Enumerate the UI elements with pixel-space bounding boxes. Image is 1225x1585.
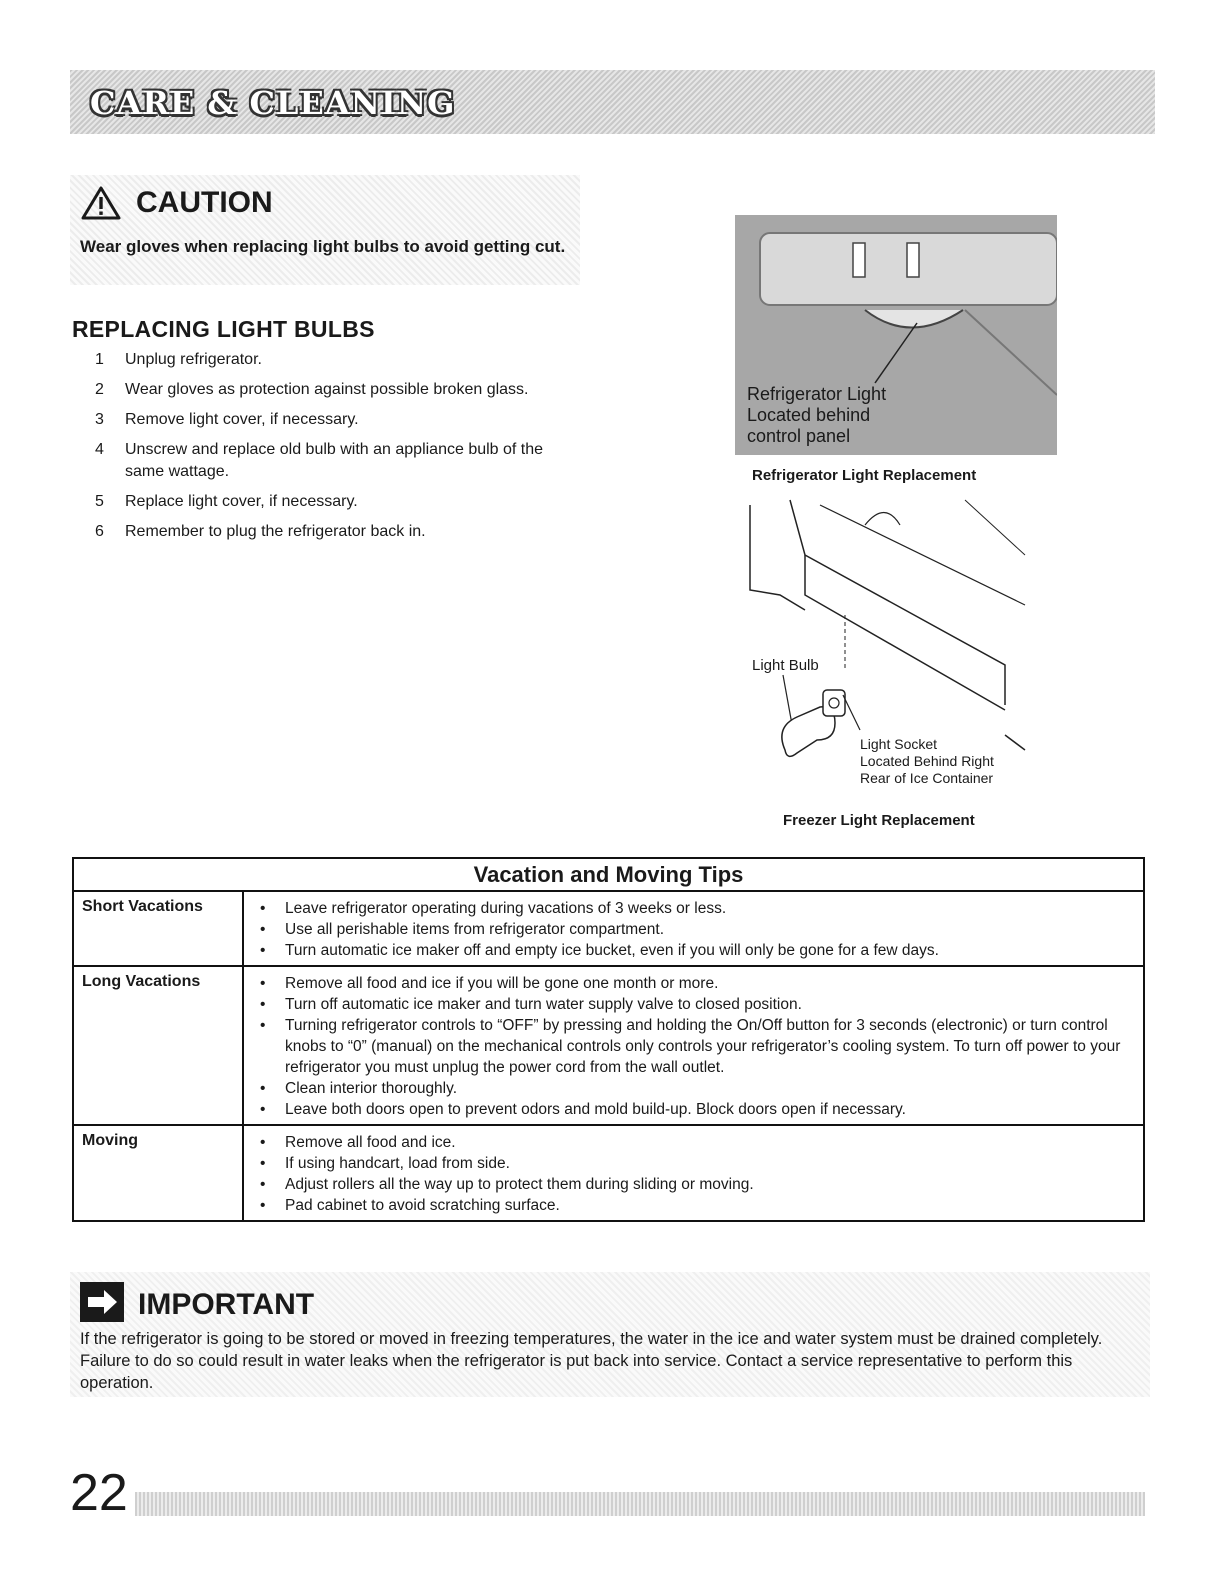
list-item: • Turning refrigerator controls to “OFF” by pressing and holding the On/Off button for 3 seconds (electronic) or turn control knobs to “0” (manual) on the mechanical controls only controls your refrigerator’s cooling system. To turn off power to your refrigerator you must unplug the power cord from the wall outlet. [250,1015,1133,1078]
important-title: IMPORTANT [138,1287,315,1321]
row-items [244,967,1143,1124]
important-heading [80,1282,314,1327]
fridge-callout-line-1: Refrigerator Light [747,384,887,404]
footer-bar [135,1492,1145,1516]
list-item: • Remove all food and ice if you will be gone one month or more. [250,973,1133,994]
step-item: 4 Unscrew and replace old bulb with an appliance bulb of the same wattage. [95,441,544,480]
fridge-callout-line-3: control panel [747,426,851,446]
list-item: • Use all perishable items from refrigerator compartment. [250,919,1133,940]
caution-title: CAUTION [136,186,273,219]
step-item: 5 Replace light cover, if necessary. [95,493,358,510]
page-number: 22 [70,1464,128,1522]
row-label: Short Vacations [74,892,244,965]
replacing-title: REPLACING LIGHT BULBS [72,316,375,342]
tips-table-title: Vacation and Moving Tips [74,859,1143,892]
light-socket-icon [823,690,845,716]
refrigerator-light-figure [735,215,1057,455]
warning-triangle-icon [80,185,122,221]
important-text: If the refrigerator is going to be stored or moved in freezing temperatures, the water in the ice and water system must be drained completely. Failure to do so could result in water leaks when the refrigerator is put back into service. Contact a service representative to perform this operation. [80,1330,1103,1392]
vacation-tips-table [72,857,1145,1222]
freezer-light-caption: Freezer Light Replacement [783,812,975,829]
list-item: • Adjust rollers all the way up to protect them during sliding or moving. [250,1174,1133,1195]
list-item: • Pad cabinet to avoid scratching surface. [250,1195,1133,1216]
row-items [244,892,1143,965]
light-socket-line-3: Rear of Ice Container [860,770,994,786]
row-label: Long Vacations [74,967,244,1124]
light-bulb-label: Light Bulb [752,657,819,674]
list-item: • Turn automatic ice maker off and empty ice bucket, even if you will only be gone for a few days. [250,940,1133,961]
row-items [244,1126,1143,1220]
row-label: Moving [74,1126,244,1220]
step-item: 6 Remember to plug the refrigerator back in. [95,523,426,540]
freezer-light-figure [735,495,1040,800]
refrigerator-light-caption: Refrigerator Light Replacement [752,467,977,484]
arrow-right-icon [80,1282,124,1327]
caution-text: Wear gloves when replacing light bulbs to avoid getting cut. [80,237,566,256]
freezer-illustration [735,495,1040,800]
step-item: 3 Remove light cover, if necessary. [95,411,359,428]
list-item: • Remove all food and ice. [250,1132,1133,1153]
list-item: • Leave refrigerator operating during vacations of 3 weeks or less. [250,898,1133,919]
important-box [70,1272,1150,1397]
step-item: 2 Wear gloves as protection against possible broken glass. [95,381,529,398]
step-item: 1 Unplug refrigerator. [95,351,262,368]
light-socket-line-2: Located Behind Right [860,753,994,769]
list-item: • Turn off automatic ice maker and turn water supply valve to closed position. [250,994,1133,1015]
caution-heading [80,185,273,221]
list-item: • If using handcart, load from side. [250,1153,1133,1174]
table-row [74,1126,1143,1220]
list-item: • Clean interior thoroughly. [250,1078,1133,1099]
caution-box [70,175,580,285]
fridge-callout-line-2: Located behind [747,405,871,425]
list-item: • Leave both doors open to prevent odors and mold build-up. Block doors open if necessary. [250,1099,1133,1120]
light-socket-line-1: Light Socket [860,736,938,752]
table-row [74,967,1143,1126]
refrigerator-illustration [735,215,1057,455]
section-header-bar [70,70,1155,134]
section-title: CARE & CLEANING [90,84,456,122]
steps-list [95,349,575,551]
table-row [74,892,1143,967]
